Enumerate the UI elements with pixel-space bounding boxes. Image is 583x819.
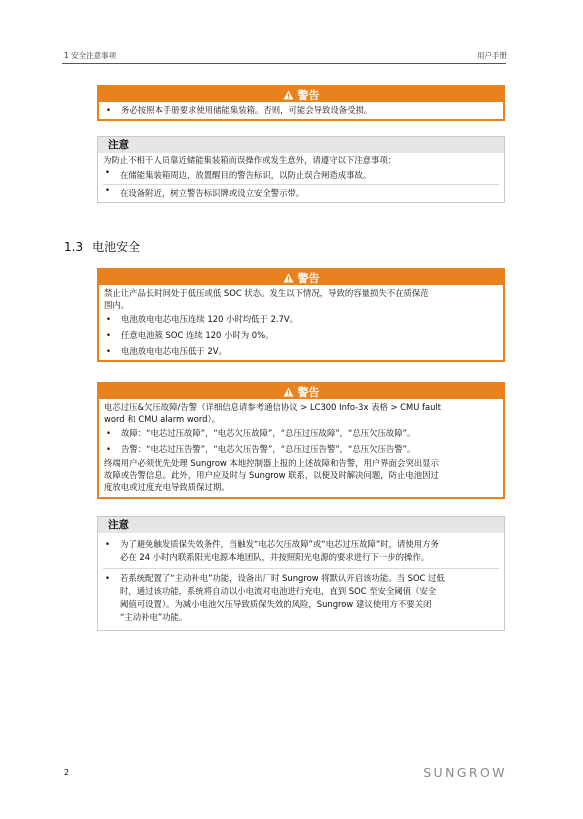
section-number: 1.3 <box>64 240 84 254</box>
list-item: • 任意电池簇 SOC 连续 120 小时为 0%。 <box>104 330 498 341</box>
warning-text-line: 终端用户必须优先处理 Sungrow 本地控制器上报的上述故障和告警，用户界面会突出显示 <box>104 458 439 468</box>
warning-triangle-icon <box>283 273 294 283</box>
list-item: • 电池放电电芯电压连续 120 小时均低于 2.7V。 <box>104 314 498 325</box>
warning-header <box>99 384 503 399</box>
header-rule <box>62 63 506 64</box>
warning-triangle-icon <box>283 90 294 100</box>
section-heading <box>64 238 140 255</box>
list-item: • 告警：“电芯过压告警”，“电芯欠压告警”，“总压过压告警”，“总压欠压告警”。 <box>104 444 498 455</box>
warning-text-line: 围内。 <box>104 300 130 310</box>
note-header: 注意 <box>98 137 504 153</box>
list-item <box>103 572 499 624</box>
warning-text-line: word 和 CMU alarm word）。 <box>104 414 220 424</box>
list-item: • 电池放电电芯电压低于 2V。 <box>104 346 498 357</box>
sungrow-logo: SUNGROW <box>423 765 507 780</box>
warning-text-line: 电芯过压&欠压故障/告警（详细信息请参考通信协议 > LC300 Info-3x 表格 > CMU fault <box>104 402 442 412</box>
warning-text-line: 故障或告警信息。此外，用户应及时与 Sungrow 联系，以便及时解决问题，防止电池因过 <box>104 470 439 480</box>
warning-triangle-icon <box>283 387 294 397</box>
list-item: • 在储能集装箱周边，放置醒目的警告标识，以防止误合闸造成事故。 <box>103 167 499 181</box>
warning-header <box>99 87 503 102</box>
warning-label: 警告 <box>297 271 320 285</box>
section-title: 电池安全 <box>92 240 141 254</box>
list-item-line: • 若系统配置了“主动补电”功能，设备出厂时 Sungrow 将默认开启该功能。当 SOC 过低 <box>120 573 445 583</box>
page-number: 2 <box>64 768 70 777</box>
header-manual-title: 用户手册 <box>477 51 507 60</box>
list-item: • 故障：“电芯过压故障”，“电芯欠压故障”，“总压过压故障”，“总压欠压故障”。 <box>104 428 498 439</box>
note-header: 注意 <box>98 517 504 533</box>
warning-header <box>99 270 503 285</box>
header-chapter: 1 安全注意事项 <box>64 51 117 60</box>
list-item <box>103 538 499 564</box>
note-box-warranty <box>97 516 505 631</box>
note-intro: 为防止不相干人员靠近储能集装箱而误操作或发生意外，请遵守以下注意事项： <box>103 155 397 165</box>
warning-box-usage <box>97 85 505 121</box>
list-item: • 务必按照本手册要求使用储能集装箱。否则，可能会导致设备受损。 <box>104 105 498 116</box>
note-box-access <box>97 136 505 203</box>
warning-label: 警告 <box>297 385 320 399</box>
warning-box-low-soc <box>97 268 505 362</box>
warning-label: 警告 <box>297 88 320 102</box>
list-item-line: 时，通过该功能，系统将自动以小电流对电池进行充电，直到 SOC 至安全阈值（安全 <box>120 586 437 596</box>
list-item-line: 必在 24 小时内联系阳光电源本地团队，并按照阳光电源的要求进行下一步的操作。 <box>120 552 430 562</box>
list-item: • 在设备附近，树立警告标识牌或设立安全警示带。 <box>103 185 499 199</box>
warning-text-line: 度放电或过度充电导致质保过期。 <box>104 482 230 492</box>
warning-box-cell-fault <box>97 382 505 499</box>
warning-text-line: 禁止让产品长时间处于低压或低 SOC 状态。发生以下情况，导致的容量损失不在质保范 <box>104 288 429 298</box>
list-item-line: • 为了避免触发质保失效条件，当触发“电芯欠压故障”或“电芯过压故障”时，请使用方务 <box>120 539 439 549</box>
list-item-line: “主动补电”功能。 <box>120 612 188 622</box>
list-item-line: 阈值可设置）。为减小电池欠压导致质保失效的风险，Sungrow 建议使用方不要关闭 <box>120 599 432 609</box>
